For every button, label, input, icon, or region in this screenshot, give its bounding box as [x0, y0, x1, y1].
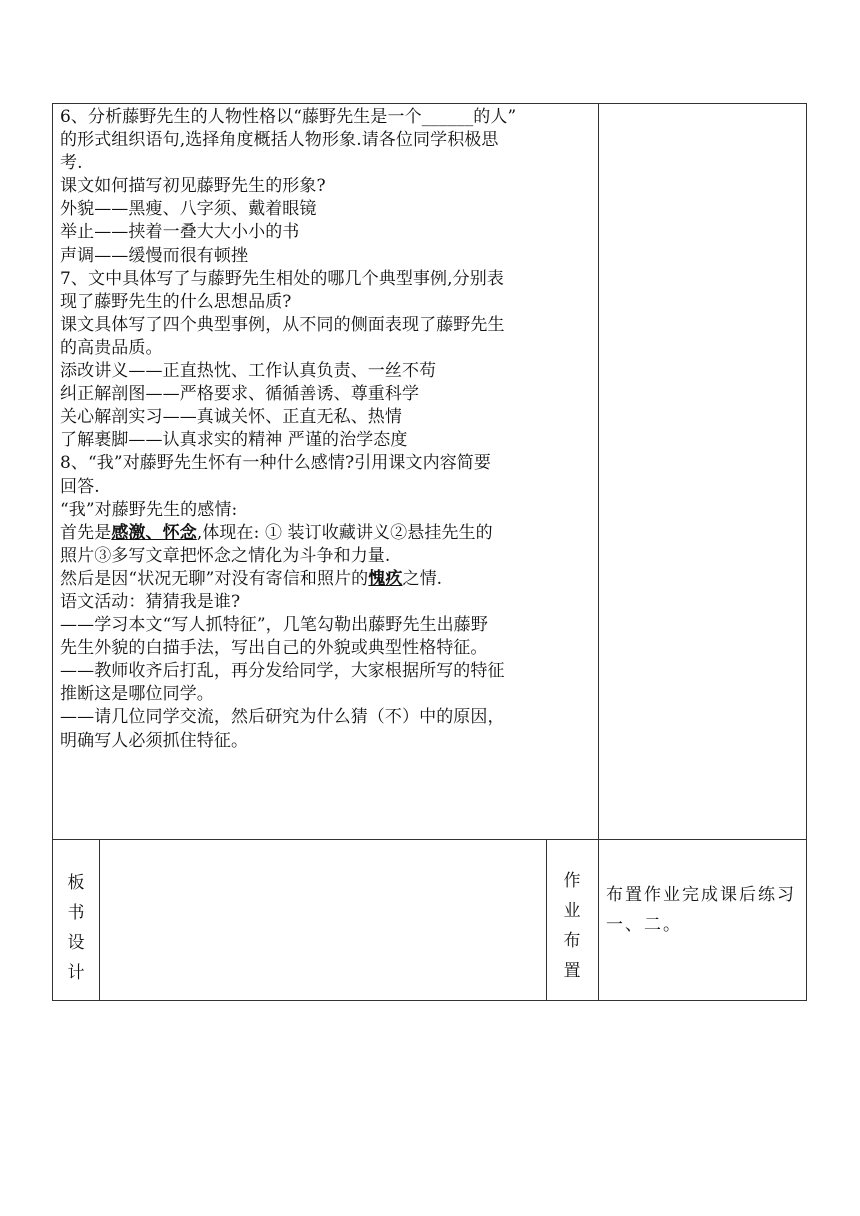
guilt-emphasis: 愧疚	[368, 568, 403, 589]
text-line: 考.	[60, 153, 83, 174]
emotion-emphasis: 感激、怀念	[111, 522, 197, 543]
text-line: 照片③多写文章把怀念之情化为斗争和力量.	[60, 545, 391, 566]
text-line: 添改讲义——正直热忱、工作认真负责、一丝不苟	[60, 361, 437, 382]
text-line: ——学习本文“写人抓特征”，几笔勾勒出藤野先生出藤野	[60, 615, 488, 636]
text-line: 现了藤野先生的什么思想品质?	[60, 291, 292, 312]
homework-label-char: 布	[563, 931, 581, 951]
guilt-prefix: 然后是因“状况无聊”对没有寄信和照片的	[60, 568, 369, 589]
homework-label-divider	[546, 839, 547, 1001]
text-line: 回答.	[60, 476, 100, 497]
homework-label-char: 业	[563, 901, 581, 921]
board-label-char: 板	[67, 873, 85, 893]
text-line: 了解裹脚——认真求实的精神 严谨的治学态度	[60, 430, 408, 451]
text-line: 举止——挟着一叠大大小小的书	[60, 222, 300, 243]
text-line: ——教师收齐后打乱，再分发给同学，大家根据所写的特征	[60, 661, 505, 682]
emotion-line	[60, 522, 594, 545]
text-line: 纠正解剖图——严格要求、循循善诱、尊重科学	[60, 384, 420, 405]
board-design-label	[61, 868, 91, 988]
text-line: 关心解剖实习——真诚关怀、正直无私、热情	[60, 407, 402, 428]
text-line: 6、分析藤野先生的人物性格以“藤野先生是一个______的人”	[60, 107, 517, 127]
homework-label-char: 作	[563, 871, 581, 891]
text-line: 课文具体写了四个典型事例，从不同的侧面表现了藤野先生	[60, 314, 505, 335]
content-block-1	[60, 106, 594, 522]
row-divider	[52, 839, 807, 840]
text-line: 的形式组织语句,选择角度概括人物形象.请各位同学积极思	[60, 130, 499, 151]
text-line: “我”对藤野先生的感情:	[60, 499, 238, 520]
homework-label-char: 置	[563, 961, 581, 981]
homework-label	[557, 866, 587, 986]
text-line: 先生外貌的白描手法，写出自己的外貌或典型性格特征。	[60, 638, 488, 659]
emotion-prefix: 首先是	[60, 522, 112, 543]
text-line: 推断这是哪位同学。	[60, 684, 214, 705]
lesson-content	[60, 106, 594, 753]
homework-text: 布置作业完成课后练习一、二。	[606, 885, 796, 935]
content-block-3	[60, 591, 594, 753]
text-line: 语文活动：猜猜我是谁?	[60, 591, 241, 612]
text-line: 外貌——黑瘦、八字须、戴着眼镜	[60, 199, 317, 220]
text-line: 的高贵品质。	[60, 337, 163, 358]
board-label-char: 设	[67, 933, 85, 953]
text-line: 声调——缓慢而很有顿挫	[60, 245, 249, 266]
guilt-suffix: 之情.	[402, 568, 443, 589]
text-line: ——请几位同学交流，然后研究为什么猜（不）中的原因，	[60, 707, 505, 728]
text-line: 课文如何描写初见藤野先生的形象?	[60, 176, 326, 197]
board-label-char: 书	[67, 903, 85, 923]
emotion-suffix: ,体现在: ① 装订收藏讲义②悬挂先生的	[196, 522, 493, 543]
text-line: 明确写人必须抓住特征。	[60, 730, 249, 751]
guilt-line	[60, 568, 594, 591]
board-label-divider	[99, 839, 100, 1001]
top-row-divider	[598, 103, 599, 1001]
text-line: 8、“我”对藤野先生怀有一种什么感情?引用课文内容简要	[60, 453, 492, 474]
text-line: 7、文中具体写了与藤野先生相处的哪几个典型事例,分别表	[60, 268, 504, 289]
board-label-char: 计	[67, 963, 85, 983]
